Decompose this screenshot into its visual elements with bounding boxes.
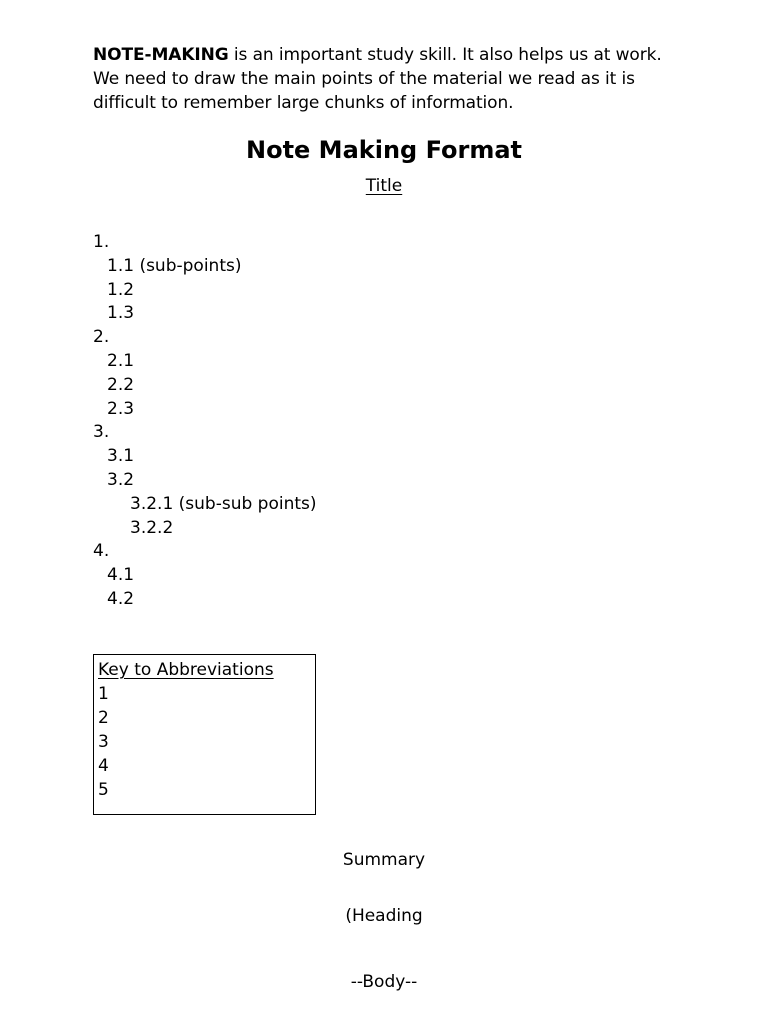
outline-item: 2.1	[107, 350, 135, 371]
outline-item: 4.	[93, 541, 110, 562]
outline-item: 2.3	[107, 398, 135, 419]
outline-item: 3.2.1 (sub-sub points)	[130, 493, 317, 514]
title-label: Title	[365, 176, 403, 196]
summary-body: --Body--	[350, 972, 418, 992]
summary-heading: (Heading	[345, 906, 423, 926]
outline-item: 3.2.2	[130, 517, 174, 538]
outline-item: 3.2	[107, 469, 135, 490]
outline-item: 4.1	[107, 565, 135, 586]
outline-item: 4.2	[107, 588, 135, 609]
abbreviation-item: 2	[98, 708, 109, 728]
abbreviation-item: 3	[98, 732, 109, 752]
abbreviations-heading: Key to Abbreviations	[98, 660, 274, 680]
abbreviation-item: 5	[98, 780, 109, 800]
intro-paragraph	[93, 43, 693, 115]
outline-item: 1.	[93, 232, 110, 252]
abbreviations-box	[93, 654, 316, 815]
intro-bold-term: NOTE-MAKING	[93, 45, 229, 65]
outline-item: 2.	[93, 327, 110, 348]
outline-item: 1.2	[107, 279, 135, 300]
outline-list	[93, 231, 317, 612]
intro-text: is an important study skill. It also helps us at work. We need to draw the main points of the material we read as it is difficult to remember large chunks of information.	[93, 45, 662, 113]
outline-item: 1.3	[107, 303, 135, 324]
outline-item: 2.2	[107, 374, 135, 395]
abbreviations-list	[98, 683, 315, 803]
outline-item: 3.1	[107, 446, 135, 467]
summary-label: Summary	[342, 850, 426, 870]
outline-item: 1.1 (sub-points)	[107, 255, 242, 276]
abbreviation-item: 4	[98, 756, 109, 776]
format-heading: Note Making Format	[246, 136, 522, 164]
outline-item: 3.	[93, 422, 110, 443]
abbreviation-item: 1	[98, 684, 109, 704]
